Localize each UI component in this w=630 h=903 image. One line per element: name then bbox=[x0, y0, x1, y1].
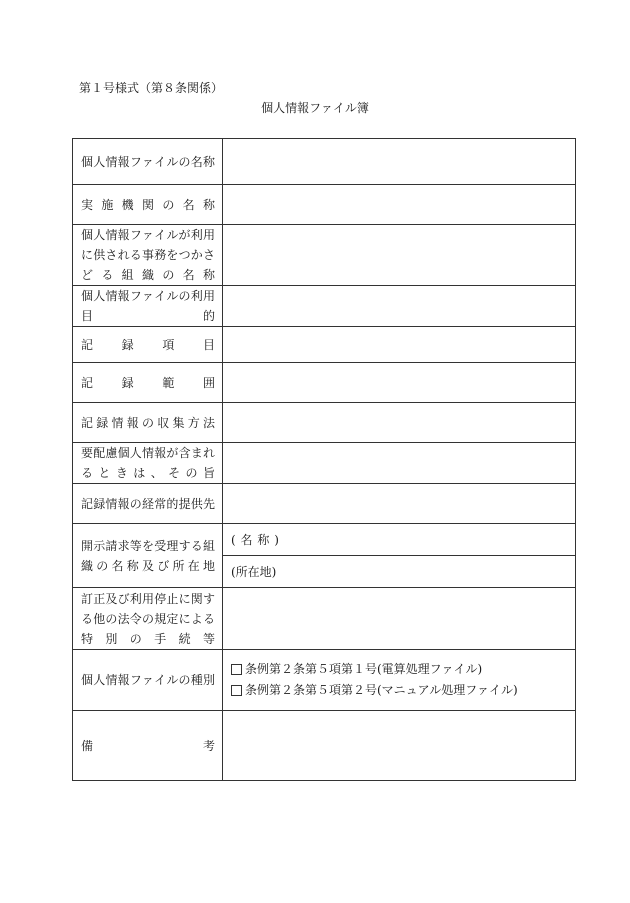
label-line: 特別の手続等 bbox=[81, 631, 215, 646]
table-row bbox=[73, 443, 576, 484]
field-receiving-organization-name[interactable] bbox=[223, 524, 576, 556]
document-title: 個人情報ファイル簿 bbox=[261, 101, 369, 115]
label-line: 個人情報ファイルの名称 bbox=[81, 154, 215, 169]
label-line: 個人情報ファイルが利用 bbox=[81, 228, 215, 242]
row-label-record-scope bbox=[73, 363, 223, 403]
row-label-file-name bbox=[73, 139, 223, 185]
option-label: 条例第２条第５項第１号(電算処理ファイル) bbox=[245, 662, 483, 676]
table-row bbox=[73, 185, 576, 225]
label-line: 記録範囲 bbox=[81, 375, 215, 390]
label-line: どる組織の名称 bbox=[81, 268, 215, 282]
option-electronic-file[interactable] bbox=[231, 659, 575, 680]
row-label-regular-recipients bbox=[73, 484, 223, 524]
field-record-items[interactable] bbox=[223, 327, 576, 363]
field-remarks[interactable] bbox=[223, 711, 576, 781]
label-line: 織の名称及び所在地 bbox=[81, 558, 215, 573]
field-file-name[interactable] bbox=[223, 139, 576, 185]
label-line: に供される事務をつかさ bbox=[81, 248, 215, 262]
row-label-remarks bbox=[73, 711, 223, 781]
row-label-purpose bbox=[73, 286, 223, 327]
table-row bbox=[73, 403, 576, 443]
row-label-receiving-organization bbox=[73, 524, 223, 588]
label-line: るときは、その旨 bbox=[81, 466, 215, 480]
row-label-special-procedures bbox=[73, 588, 223, 650]
label-line: 記録情報の経常的提供先 bbox=[81, 496, 215, 511]
label-line: 個人情報ファイルの利用 bbox=[81, 289, 215, 303]
option-manual-file[interactable] bbox=[231, 680, 575, 701]
field-regular-recipients[interactable] bbox=[223, 484, 576, 524]
personal-info-file-register-table bbox=[72, 138, 576, 781]
field-receiving-organization-address[interactable] bbox=[223, 556, 576, 588]
field-agency-name[interactable] bbox=[223, 185, 576, 225]
table-row bbox=[73, 286, 576, 327]
table-row bbox=[73, 711, 576, 781]
table-row bbox=[73, 524, 576, 556]
field-collection-method[interactable] bbox=[223, 403, 576, 443]
label-line: 要配慮個人情報が含まれ bbox=[81, 446, 215, 460]
field-record-scope[interactable] bbox=[223, 363, 576, 403]
checkbox-icon[interactable] bbox=[231, 685, 242, 696]
field-responsible-organization[interactable] bbox=[223, 225, 576, 286]
table-row bbox=[73, 484, 576, 524]
table-row bbox=[73, 327, 576, 363]
label-line: 開示請求等を受理する組 bbox=[81, 538, 215, 553]
table-row bbox=[73, 588, 576, 650]
label-line: 記録情報の収集方法 bbox=[81, 415, 215, 430]
row-label-sensitive-info bbox=[73, 443, 223, 484]
table-row bbox=[73, 650, 576, 711]
row-label-responsible-organization bbox=[73, 225, 223, 286]
field-special-procedures[interactable] bbox=[223, 588, 576, 650]
label-line: 備考 bbox=[81, 738, 215, 753]
label-line: 訂正及び利用停止に関す bbox=[81, 591, 215, 606]
option-label: 条例第２条第５項第２号(マニュアル処理ファイル) bbox=[245, 683, 518, 697]
label-line: 個人情報ファイルの種別 bbox=[81, 673, 215, 687]
sub-label-name: (名称) bbox=[231, 532, 279, 547]
row-label-file-type bbox=[73, 650, 223, 711]
field-file-type bbox=[223, 650, 576, 711]
label-line: 記録項目 bbox=[81, 337, 215, 352]
sub-label-address: (所在地) bbox=[231, 564, 277, 579]
checkbox-icon[interactable] bbox=[231, 664, 242, 675]
field-sensitive-info[interactable] bbox=[223, 443, 576, 484]
label-line: 目的 bbox=[81, 309, 215, 323]
label-line: 実施機関の名称 bbox=[81, 197, 215, 212]
table-row bbox=[73, 139, 576, 185]
row-label-record-items bbox=[73, 327, 223, 363]
row-label-agency-name bbox=[73, 185, 223, 225]
table-row bbox=[73, 363, 576, 403]
row-label-collection-method bbox=[73, 403, 223, 443]
table-row bbox=[73, 225, 576, 286]
label-line: る他の法令の規定による bbox=[81, 611, 215, 626]
field-purpose[interactable] bbox=[223, 286, 576, 327]
form-number: 第１号様式（第８条関係） bbox=[79, 81, 224, 95]
